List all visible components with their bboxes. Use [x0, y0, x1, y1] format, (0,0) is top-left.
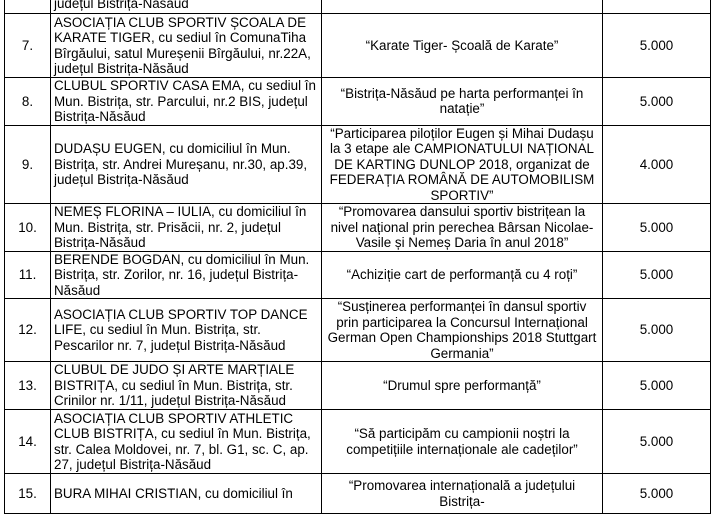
table-row	[5, 78, 711, 126]
beneficiary-cell: NEMEȘ FLORINA – IULIA, cu domiciliul în Mun. Bistrița, str. Prisăcii, nr. 2, județul Bistrița-Năsăud	[51, 204, 322, 252]
row-number: 9.	[5, 125, 51, 204]
amount-cell: 5.000	[603, 204, 711, 252]
project-title-cell: “Să participăm cu campionii noștri la competițiile internaționale ale cadeților”	[322, 410, 603, 474]
project-title-cell: “Promovarea internațională a județului Bistrița-	[322, 474, 603, 514]
beneficiary-cell: ASOCIAȚIA CLUB SPORTIV ATHLETIC CLUB BISTRIȚA, cu sediul în Mun. Bistrița, str. Calea Moldovei, nr. 7, bl. G1, sc. C, ap. 27, județul Bistrița-Năsăud	[51, 410, 322, 474]
project-title-cell: “Karate Tiger- Școală de Karate”	[322, 14, 603, 78]
beneficiary-cell: BERENDE BOGDAN, cu domiciliul în Mun. Bistrița, str. Zorilor, nr. 16, județul Bistrița-Năsăud	[51, 251, 322, 299]
row-number: 14.	[5, 410, 51, 474]
amount-cell: 5.000	[603, 410, 711, 474]
amount-cell: 5.000	[603, 251, 711, 299]
row-number: 11.	[5, 251, 51, 299]
amount-cell: 5.000	[603, 474, 711, 514]
beneficiary-cell: CLUBUL DE JUDO ȘI ARTE MARȚIALE BISTRIȚA, cu sediul în Mun. Bistrița, str. Crinilor nr. 1/11, județul Bistrița-Năsăud	[51, 362, 322, 410]
amount-cell: 5.000	[603, 299, 711, 362]
table-row	[5, 410, 711, 474]
project-title-cell: “Promovarea dansului sportiv bistrițean la nivel național prin perechea Bârsan Nicolae-Vasile și Nemeș Daria în anul 2018”	[322, 204, 603, 252]
grants-table	[4, 0, 711, 514]
table-row	[5, 474, 711, 514]
beneficiary-cell: CLUBUL SPORTIV CASA EMA, cu sediul în Mun. Bistrița, str. Parcului, nr.2 BIS, județul Bistrița-Năsăud	[51, 78, 322, 126]
table-row	[5, 204, 711, 252]
table-row	[5, 299, 711, 362]
row-number: 15.	[5, 474, 51, 514]
beneficiary-cell: ASOCIAȚIA CLUB SPORTIV TOP DANCE LIFE, cu sediul în Mun. Bistrița, str. Pescarilor nr. 7, județul Bistrița-Năsăud	[51, 299, 322, 362]
grants-table-body	[5, 0, 711, 514]
beneficiary-cell: BURA MIHAI CRISTIAN, cu domiciliul în	[51, 474, 322, 514]
amount-cell: 5.000	[603, 14, 711, 78]
beneficiary-cell: județul Bistrița-Năsăud	[51, 0, 322, 14]
row-number	[5, 0, 51, 14]
row-number: 10.	[5, 204, 51, 252]
table-row	[5, 251, 711, 299]
amount-cell: 5.000	[603, 362, 711, 410]
row-number: 8.	[5, 78, 51, 126]
amount-cell: 4.000	[603, 125, 711, 204]
beneficiary-cell: DUDAȘU EUGEN, cu domiciliul în Mun. Bistrița, str. Andrei Mureșanu, nr.30, ap.39, județul Bistrița-Năsăud	[51, 125, 322, 204]
row-number: 12.	[5, 299, 51, 362]
amount-cell: 5.000	[603, 78, 711, 126]
beneficiary-cell: ASOCIAȚIA CLUB SPORTIV ȘCOALA DE KARATE TIGER, cu sediul în ComunaTiha Bîrgăului, satul Mureșenii Bîrgăului, nr.22A, județul Bistrița-Năsăud	[51, 14, 322, 78]
table-row	[5, 125, 711, 204]
table-row	[5, 0, 711, 14]
row-number: 7.	[5, 14, 51, 78]
project-title-cell: “Susținerea performanței în dansul sportiv prin participarea la Concursul Internațional German Open Championships 2018 Stuttgart Germania”	[322, 299, 603, 362]
table-row	[5, 14, 711, 78]
project-title-cell: “Drumul spre performanță”	[322, 362, 603, 410]
project-title-cell: “Participarea piloților Eugen și Mihai Dudașu la 3 etape ale CAMPIONATULUI NAȚIONAL DE KARTING DUNLOP 2018, organizat de FEDERAȚIA ROMÂNĂ DE AUTOMOBILISM SPORTIV”	[322, 125, 603, 204]
row-number: 13.	[5, 362, 51, 410]
project-title-cell: “Bistrița-Năsăud pe harta performanței în natație”	[322, 78, 603, 126]
table-row	[5, 362, 711, 410]
amount-cell	[603, 0, 711, 14]
project-title-cell: “Achiziție cart de performanță cu 4 roți”	[322, 251, 603, 299]
project-title-cell	[322, 0, 603, 14]
